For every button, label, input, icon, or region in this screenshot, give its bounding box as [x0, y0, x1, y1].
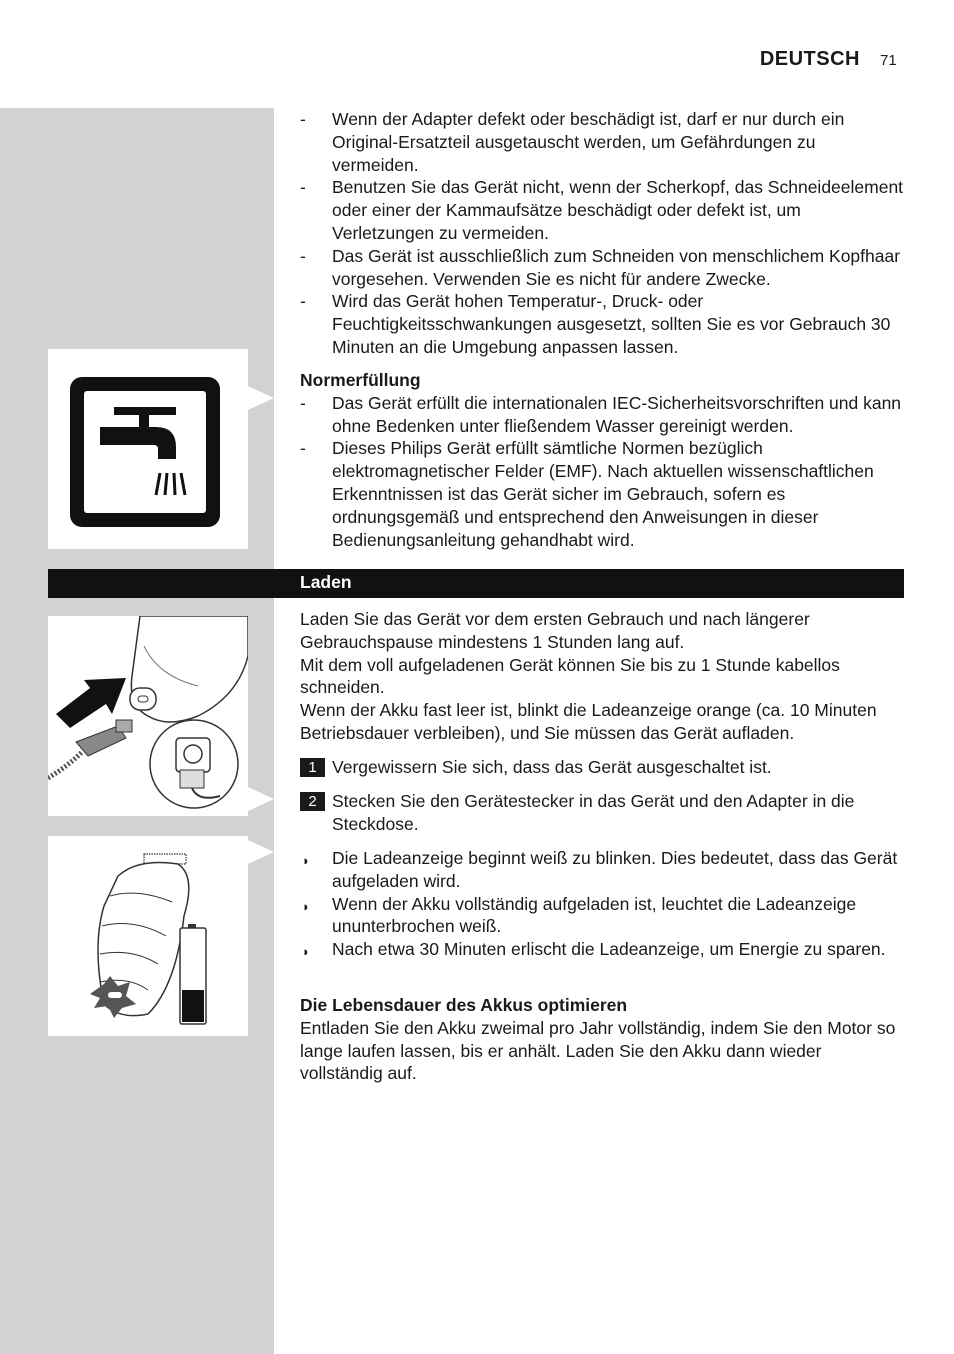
- clipper-battery-icon: [48, 836, 248, 1036]
- battery-section: [300, 994, 905, 1085]
- water-tap-icon: [48, 349, 248, 549]
- paragraph: Laden Sie das Gerät vor dem ersten Gebrauch und nach längerer Gebrauchspause mindestens 1 Stunden lang auf.: [300, 609, 810, 652]
- water-tap-illustration: [48, 349, 248, 549]
- list-item: [300, 176, 905, 244]
- list-dash: -: [300, 291, 306, 312]
- laden-heading: Laden: [300, 572, 352, 592]
- result-text: Nach etwa 30 Minuten erlischt die Ladeanzeige, um Energie zu sparen.: [332, 939, 886, 960]
- list-item-text: Das Gerät erfüllt die internationalen IEC-Sicherheitsvorschriften und kann ohne Bedenken unter fließendem Wasser gereinigt werden.: [332, 392, 902, 436]
- norm-section: [300, 369, 905, 551]
- norm-heading: Normerfüllung: [300, 370, 421, 390]
- illustration-pointer: [248, 787, 274, 811]
- list-item-text: Benutzen Sie das Gerät nicht, wenn der Scherkopf, das Schneideelement oder einer der Kammaufsätze beschädigt oder defekt ist, um Verletzungen zu vermeiden.: [332, 177, 904, 243]
- list-item-text: Dieses Philips Gerät erfüllt sämtliche Normen bezüglich elektromagnetischer Felder (EMF). Nach aktuellen wissenschaftlichen Erkenntnissen ist das Gerät sicher im Gebrauch, sofern es ordnungsgemäß und entsprechend den Anweisungen in dieser Bedienungsanleitung gehandhabt wird.: [332, 438, 874, 550]
- step-item: [300, 756, 905, 779]
- step-2: [300, 790, 905, 836]
- page-number: 71: [880, 52, 897, 69]
- charging-illustration: [48, 616, 248, 816]
- result-bullet-icon: ◗: [302, 944, 310, 960]
- result-item: [300, 893, 905, 939]
- plug-icon: [48, 616, 248, 816]
- list-dash: -: [300, 245, 306, 266]
- result-bullet-icon: ◗: [302, 898, 310, 914]
- section-bar: [48, 569, 904, 598]
- list-item-text: Wird das Gerät hohen Temperatur-, Druck- oder Feuchtigkeitsschwankungen ausgesetzt, sollten Sie es vor Gebrauch 30 Minuten an die Umgebung anpassen lassen.: [332, 291, 891, 357]
- list-item: [300, 245, 905, 291]
- illustration-pointer: [248, 386, 274, 410]
- battery-heading: Die Lebensdauer des Akkus optimieren: [300, 995, 628, 1015]
- step-1: [300, 756, 905, 779]
- list-dash: -: [300, 177, 306, 198]
- illustration-pointer: [248, 840, 274, 864]
- safety-list: [300, 108, 905, 359]
- step-text: Vergewissern Sie sich, dass das Gerät ausgeschaltet ist.: [332, 757, 772, 777]
- step-text: Stecken Sie den Gerätestecker in das Gerät und den Adapter in die Steckdose.: [332, 791, 855, 834]
- result-text: Wenn der Akku vollständig aufgeladen ist, leuchtet die Ladeanzeige ununterbrochen weiß.: [332, 893, 857, 937]
- step-number: 1: [300, 758, 325, 777]
- list-dash: -: [300, 438, 306, 459]
- laden-intro: [300, 608, 905, 745]
- result-item: [300, 938, 905, 961]
- result-list: [300, 847, 905, 961]
- list-item-text: Wenn der Adapter defekt oder beschädigt ist, darf er nur durch ein Original-Ersatzteil ausgetauscht werden, um Gefährdungen zu vermeiden.: [332, 109, 845, 175]
- language-heading: DEUTSCH: [759, 48, 860, 70]
- step-item: [300, 790, 905, 836]
- list-item: [300, 290, 905, 358]
- paragraph: Mit dem voll aufgeladenen Gerät können Sie bis zu 1 Stunde kabellos schneiden.: [300, 654, 840, 698]
- list-item: [300, 392, 905, 438]
- list-dash: -: [300, 392, 306, 413]
- paragraph: Wenn der Akku fast leer ist, blinkt die Ladeanzeige orange (ca. 10 Minuten Betriebsdauer verbleiben), und Sie müssen das Gerät aufladen.: [300, 700, 877, 743]
- list-item: [300, 108, 905, 176]
- battery-text: Entladen Sie den Akku zweimal pro Jahr vollständig, indem Sie den Motor so lange laufen lassen, bis er anhält. Laden Sie den Akku dann wieder vollständig auf.: [300, 1017, 896, 1084]
- battery-illustration: [48, 836, 248, 1036]
- result-item: [300, 847, 905, 893]
- result-text: Die Ladeanzeige beginnt weiß zu blinken. Dies bedeutet, dass das Gerät aufgeladen wird.: [332, 848, 898, 891]
- list-item-text: Das Gerät ist ausschließlich zum Schneiden von menschlichem Kopfhaar vorgesehen. Verwenden Sie es nicht für andere Zwecke.: [332, 245, 901, 289]
- list-item: [300, 437, 905, 551]
- result-bullet-icon: ◗: [302, 853, 310, 868]
- list-dash: -: [300, 109, 306, 129]
- step-number: 2: [300, 792, 325, 811]
